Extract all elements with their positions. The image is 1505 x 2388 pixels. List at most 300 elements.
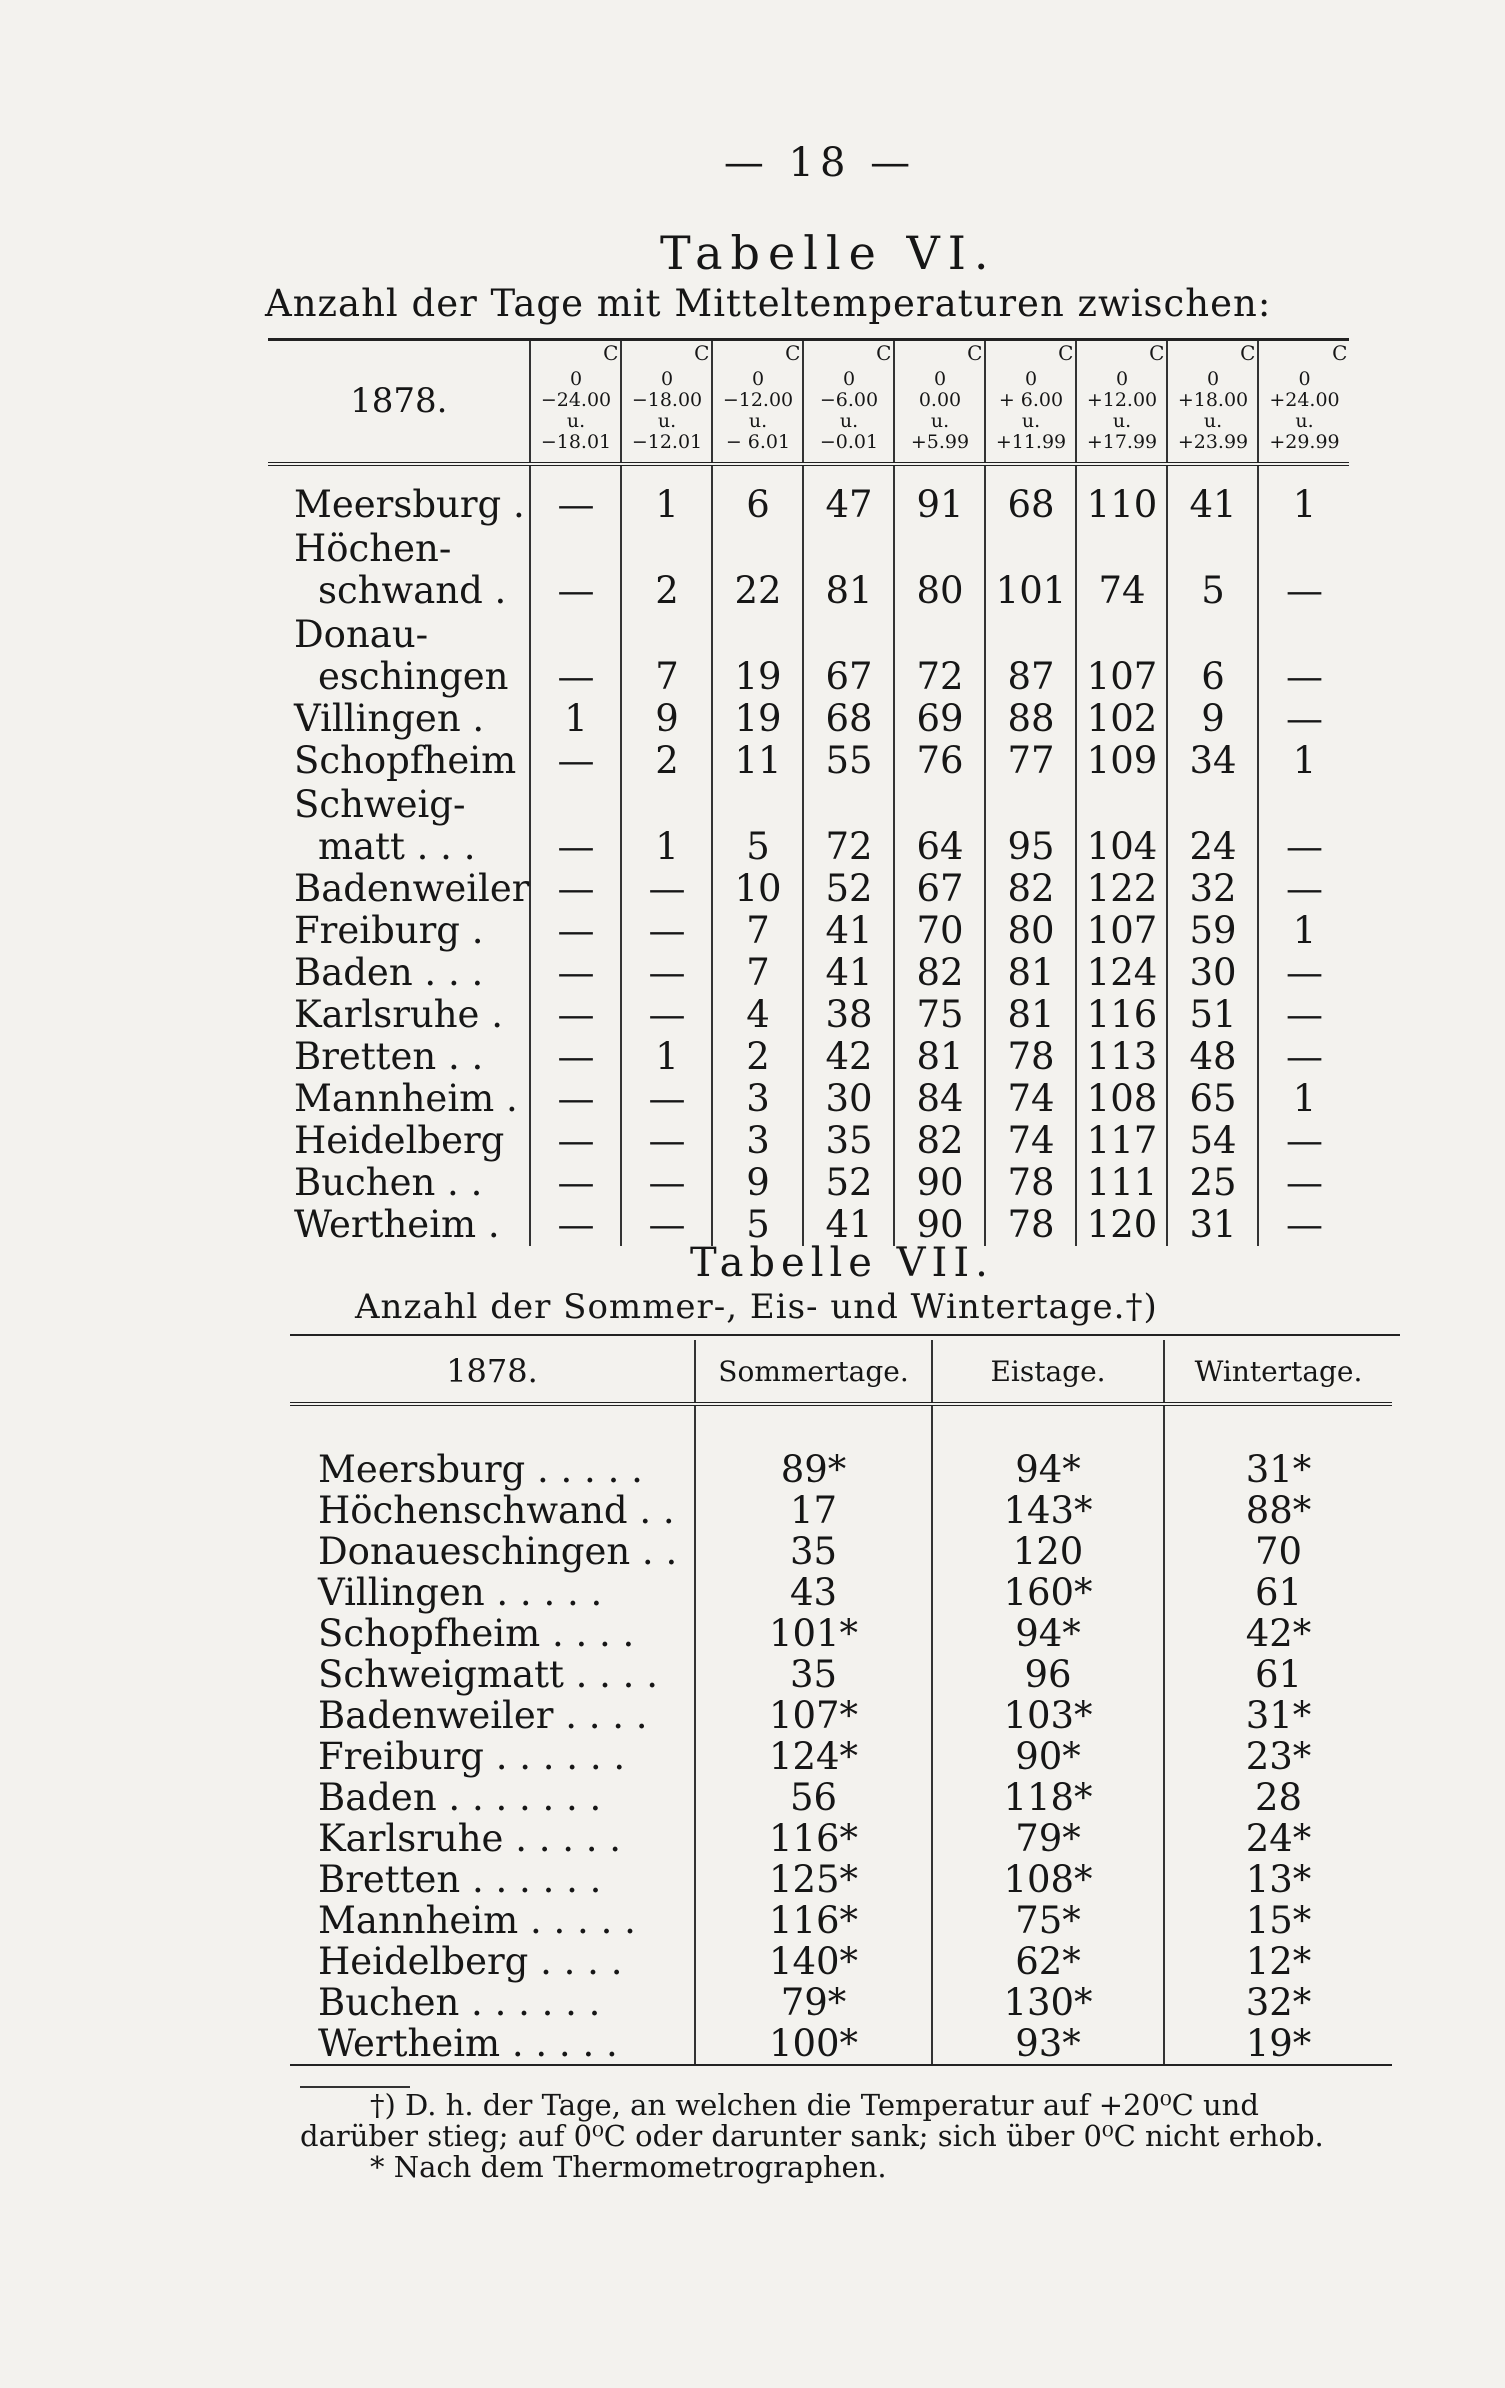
table7-row [290,1900,1392,1941]
wintertage-value: 42* [1164,1613,1392,1654]
station-name-line2: Schopfheim [294,738,517,782]
table7-row [290,1941,1392,1982]
day-count: 70 [894,910,985,952]
range-c: − 6.01 [725,431,791,454]
station-name-line2: Badenweiler [294,866,530,910]
table7-subtitle: Anzahl der Sommer-, Eis- und Wintertage.†) [355,1287,1158,1327]
table6-row [268,1162,1349,1204]
range-unit: C [1058,341,1074,365]
wintertage-value: 12* [1164,1941,1392,1982]
station-name: Wertheim . . . . . [290,2023,695,2065]
day-count: 9 [712,1162,803,1204]
station-name: Villingen . . . . . [318,1571,603,1614]
range-a: 0 [1115,368,1129,391]
day-count: 7 [712,910,803,952]
day-count: — [530,526,621,612]
day-count: 111 [1076,1162,1167,1204]
wintertage-value: 24* [1164,1818,1392,1859]
day-count: 65 [1167,1078,1258,1120]
table6-row [268,698,1349,740]
day-count: — [621,1120,712,1162]
range-b: −24.00 [540,389,612,412]
station-name-line2: eschingen [318,654,509,698]
day-count: — [530,868,621,910]
day-count: — [530,1036,621,1078]
station-name [268,952,530,994]
table6-row [268,1036,1349,1078]
day-count: — [530,994,621,1036]
station-name-line2: Mannheim . [294,1076,518,1120]
day-count: — [1258,612,1349,698]
range-unit: C [694,341,710,365]
day-count: 3 [712,1078,803,1120]
range-c: +5.99 [910,431,970,454]
day-count: 68 [985,464,1076,526]
table6 [268,338,1349,1246]
day-count: — [1258,782,1349,868]
table6-range-header [712,340,803,464]
day-count: — [530,1078,621,1120]
sommertage-value: 116* [695,1818,932,1859]
day-count: — [1258,526,1349,612]
station-name: Schopfheim . . . . [318,1612,635,1655]
station-name [268,1204,530,1246]
day-count: 64 [894,782,985,868]
range-u: u. [748,410,768,433]
day-count: 54 [1167,1120,1258,1162]
day-count: 81 [803,526,894,612]
station-name [268,1162,530,1204]
day-count: 74 [985,1078,1076,1120]
day-count: 82 [985,868,1076,910]
day-count: 25 [1167,1162,1258,1204]
day-count: 76 [894,740,985,782]
day-count: 1 [1258,464,1349,526]
station-name: Baden . . . . . . . [318,1776,602,1819]
day-count: — [621,952,712,994]
station-name-line2: schwand . [318,568,507,612]
table6-range-header [621,340,712,464]
day-count: 102 [1076,698,1167,740]
eistage-value: 94* [932,1613,1164,1654]
table6-row [268,740,1349,782]
eistage-value: 96 [932,1654,1164,1695]
range-a: 0 [1024,368,1038,391]
eistage-value: 79* [932,1818,1164,1859]
range-unit: C [1332,341,1348,365]
table7-row [290,1490,1392,1531]
range-b: +12.00 [1086,389,1158,412]
table7-row [290,1572,1392,1613]
range-u: u. [566,410,586,433]
table7-header-wintertage: Wintertage. [1164,1340,1392,1404]
table6-row [268,868,1349,910]
day-count: 1 [621,464,712,526]
day-count: 104 [1076,782,1167,868]
table6-subtitle: Anzahl der Tage mit Mitteltemperaturen zwischen: [265,282,1272,325]
range-a: 0 [569,368,583,391]
table6-row [268,526,1349,612]
day-count: 41 [803,1204,894,1246]
day-count: — [530,910,621,952]
range-b: + 6.00 [998,389,1064,412]
table7-row [290,1654,1392,1695]
sommertage-value: 43 [695,1572,932,1613]
station-name [268,994,530,1036]
day-count: — [530,782,621,868]
table7-row [290,1736,1392,1777]
day-count: 24 [1167,782,1258,868]
day-count: 78 [985,1162,1076,1204]
range-unit: C [603,341,619,365]
station-name [268,910,530,952]
station-name-line1: Höchen- [294,526,452,570]
sommertage-value: 116* [695,1900,932,1941]
wintertage-value: 61 [1164,1572,1392,1613]
day-count: 107 [1076,910,1167,952]
station-name: Badenweiler . . . . [318,1694,648,1737]
station-name: Freiburg . . . . . . [318,1735,626,1778]
station-name [268,612,530,698]
eistage-value: 143* [932,1490,1164,1531]
day-count: 80 [894,526,985,612]
footnote-asterisk: * Nach dem Thermometrographen. [370,2150,887,2184]
day-count: 87 [985,612,1076,698]
sommertage-value: 107* [695,1695,932,1736]
day-count: 1 [530,698,621,740]
day-count: 48 [1167,1036,1258,1078]
range-unit: C [1240,341,1256,365]
day-count: 19 [712,612,803,698]
table7-row [290,1404,1392,1490]
table7-header-sommertage: Sommertage. [695,1340,932,1404]
range-u: u. [839,410,859,433]
eistage-value: 93* [932,2023,1164,2065]
eistage-value: 75* [932,1900,1164,1941]
day-count: 41 [803,910,894,952]
day-count: — [621,1162,712,1204]
day-count: 6 [1167,612,1258,698]
range-unit: C [1149,341,1165,365]
day-count: 59 [1167,910,1258,952]
day-count: 2 [621,526,712,612]
day-count: 116 [1076,994,1167,1036]
range-c: −18.01 [540,431,612,454]
day-count: 81 [985,994,1076,1036]
station-name-line2: Heidelberg [294,1118,505,1162]
sommertage-value: 100* [695,2023,932,2065]
day-count: 32 [1167,868,1258,910]
sommertage-value: 17 [695,1490,932,1531]
eistage-value: 90* [932,1736,1164,1777]
day-count: 81 [894,1036,985,1078]
station-name: Heidelberg . . . . [318,1940,623,1983]
station-name-line2: matt . . . [318,824,476,868]
day-count: — [1258,994,1349,1036]
range-c: −0.01 [819,431,879,454]
station-name [268,526,530,612]
day-count: 110 [1076,464,1167,526]
table6-row [268,994,1349,1036]
station-name-line2: Baden . . . [294,950,484,994]
table7-header-row [290,1340,1392,1404]
day-count: 72 [803,782,894,868]
day-count: 3 [712,1120,803,1162]
day-count: 81 [985,952,1076,994]
day-count: — [1258,952,1349,994]
day-count: 22 [712,526,803,612]
table7-row [290,1613,1392,1654]
range-b: +24.00 [1269,389,1340,412]
day-count: 1 [1258,740,1349,782]
sommertage-value: 101* [695,1613,932,1654]
day-count: — [1258,698,1349,740]
day-count: — [621,868,712,910]
day-count: 42 [803,1036,894,1078]
day-count: 84 [894,1078,985,1120]
table6-range-header [1076,340,1167,464]
table6-row [268,782,1349,868]
day-count: 7 [712,952,803,994]
range-c: +17.99 [1086,431,1158,454]
eistage-value: 120 [932,1531,1164,1572]
range-b: −6.00 [819,389,879,412]
page-number: — 18 — [723,140,917,186]
station-name: Höchenschwand . . [318,1489,675,1532]
station-name: Karlsruhe . . . . . [318,1817,622,1860]
station-name: Meersburg . . . . . [318,1448,643,1491]
day-count: 90 [894,1204,985,1246]
range-b: −12.00 [722,389,794,412]
day-count: 120 [1076,1204,1167,1246]
day-count: — [621,910,712,952]
table7-row [290,1859,1392,1900]
day-count: — [621,1078,712,1120]
range-c: +11.99 [995,431,1067,454]
day-count: 41 [803,952,894,994]
wintertage-value: 88* [1164,1490,1392,1531]
wintertage-value: 32* [1164,1982,1392,2023]
day-count: 30 [1167,952,1258,994]
range-b: +18.00 [1177,389,1249,412]
range-a: 0 [751,368,765,391]
station-name-line1: Donau- [294,612,429,656]
day-count: 113 [1076,1036,1167,1078]
station-name-line2: Buchen . . [294,1160,483,1204]
table7-row [290,1695,1392,1736]
table7-row [290,1777,1392,1818]
eistage-value: 108* [932,1859,1164,1900]
station-name-line2: Villingen . [294,696,485,740]
station-name-line1: Schweig- [294,782,466,826]
table6-row [268,910,1349,952]
table6-range-header [1258,340,1349,464]
range-a: 0 [842,368,856,391]
range-u: u. [1021,410,1041,433]
day-count: 51 [1167,994,1258,1036]
day-count: 78 [985,1204,1076,1246]
day-count: 19 [712,698,803,740]
day-count: 31 [1167,1204,1258,1246]
day-count: 75 [894,994,985,1036]
day-count: — [621,994,712,1036]
sommertage-value: 89* [695,1404,932,1490]
station-name: Bretten . . . . . . [318,1858,602,1901]
table6-row [268,1120,1349,1162]
sommertage-value: 140* [695,1941,932,1982]
table7-top-rule [290,1334,1400,1336]
day-count: 80 [985,910,1076,952]
table7-title: Tabelle VII. [690,1240,994,1286]
station-name [268,698,530,740]
day-count: 72 [894,612,985,698]
day-count: 5 [1167,526,1258,612]
day-count: 35 [803,1120,894,1162]
day-count: 90 [894,1162,985,1204]
wintertage-value: 70 [1164,1531,1392,1572]
day-count: — [530,1162,621,1204]
day-count: 117 [1076,1120,1167,1162]
range-b: −18.00 [631,389,703,412]
station-name [268,740,530,782]
station-name [268,1120,530,1162]
range-a: 0 [660,368,674,391]
day-count: 74 [985,1120,1076,1162]
day-count: 6 [712,464,803,526]
day-count: 82 [894,1120,985,1162]
eistage-value: 118* [932,1777,1164,1818]
day-count: 91 [894,464,985,526]
wintertage-value: 23* [1164,1736,1392,1777]
station-name-line2: Freiburg . [294,908,484,952]
day-count: 2 [621,740,712,782]
station-name-line2: Bretten . . [294,1034,484,1078]
table6-range-header [985,340,1076,464]
day-count: 2 [712,1036,803,1078]
day-count: 109 [1076,740,1167,782]
range-c: −12.01 [631,431,703,454]
day-count: 34 [1167,740,1258,782]
table6-row [268,952,1349,994]
day-count: — [530,464,621,526]
day-count: 30 [803,1078,894,1120]
range-unit: C [785,341,801,365]
table6-row [268,1078,1349,1120]
table6-header-row [268,340,1349,464]
wintertage-value: 61 [1164,1654,1392,1695]
table6-range-header [1167,340,1258,464]
station-name [268,868,530,910]
day-count: 122 [1076,868,1167,910]
table7-row [290,1531,1392,1572]
range-u: u. [1112,410,1132,433]
station-name [268,1036,530,1078]
table6-year-header: 1878. [268,340,530,464]
wintertage-value: 13* [1164,1859,1392,1900]
day-count: 67 [894,868,985,910]
day-count: 77 [985,740,1076,782]
eistage-value: 62* [932,1941,1164,1982]
station-name-line2: Meersburg . [294,482,525,526]
table7-row [290,1982,1392,2023]
sommertage-value: 35 [695,1654,932,1695]
sommertage-value: 79* [695,1982,932,2023]
station-name [268,782,530,868]
range-a: 0 [933,368,947,391]
day-count: 1 [1258,1078,1349,1120]
range-u: u. [1295,410,1314,433]
day-count: 11 [712,740,803,782]
eistage-value: 160* [932,1572,1164,1613]
table6-title: Tabelle VI. [660,226,997,280]
day-count: — [1258,1162,1349,1204]
day-count: — [1258,868,1349,910]
range-u: u. [657,410,677,433]
day-count: 7 [621,612,712,698]
sommertage-value: 124* [695,1736,932,1777]
range-unit: C [967,341,983,365]
day-count: 68 [803,698,894,740]
day-count: — [530,952,621,994]
day-count: — [1258,1204,1349,1246]
day-count: 52 [803,1162,894,1204]
station-name: Mannheim . . . . . [318,1899,636,1942]
sommertage-value: 125* [695,1859,932,1900]
table7-row [290,1818,1392,1859]
station-name: Buchen . . . . . . [318,1981,601,2024]
sommertage-value: 56 [695,1777,932,1818]
table7-row [290,2023,1392,2065]
footnotes [300,2090,1420,2183]
day-count: 1 [1258,910,1349,952]
range-u: u. [930,410,950,433]
station-name [268,1078,530,1120]
day-count: — [530,1204,621,1246]
range-a: 0 [1298,368,1311,391]
table6-row [268,612,1349,698]
station-name-line2: Wertheim . [294,1202,500,1246]
range-u: u. [1203,410,1223,433]
day-count: 95 [985,782,1076,868]
table6-range-header [530,340,621,464]
day-count: 9 [621,698,712,740]
day-count: 1 [621,782,712,868]
day-count: — [1258,1120,1349,1162]
table7 [290,1340,1392,2066]
footnote-dagger: †) D. h. der Tage, an welchen die Temperatur auf +20⁰C und [370,2088,1259,2122]
wintertage-value: 28 [1164,1777,1392,1818]
day-count: 52 [803,868,894,910]
day-count: 9 [1167,698,1258,740]
day-count: 38 [803,994,894,1036]
table6-range-header [803,340,894,464]
day-count: — [1258,1036,1349,1078]
day-count: 10 [712,868,803,910]
wintertage-value: 19* [1164,2023,1392,2065]
day-count: — [621,1204,712,1246]
table7-year-header: 1878. [290,1340,695,1404]
day-count: 74 [1076,526,1167,612]
station-name: Schweigmatt . . . . [318,1653,658,1696]
day-count: 4 [712,994,803,1036]
table6-range-header [894,340,985,464]
day-count: 88 [985,698,1076,740]
range-b: 0.00 [918,389,962,412]
eistage-value: 103* [932,1695,1164,1736]
day-count: 108 [1076,1078,1167,1120]
wintertage-value: 15* [1164,1900,1392,1941]
station-name: Donaueschingen . . [318,1530,678,1573]
